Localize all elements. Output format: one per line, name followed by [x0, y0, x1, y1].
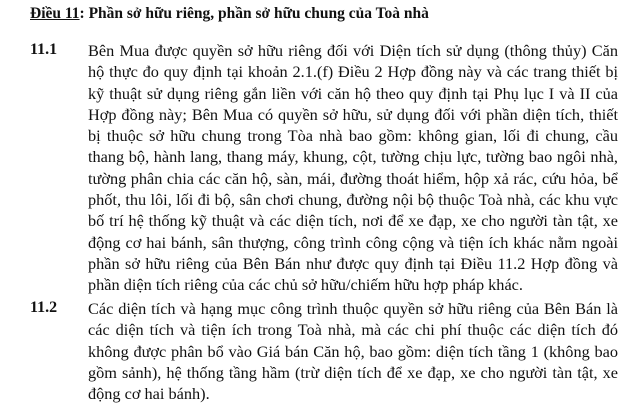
article-label: Điều 11 — [30, 5, 80, 22]
paragraph-line: bố trí hệ thống kỹ thuật và các diện tích, nơi để xe đạp, xe cho người tàn tật, xe — [88, 211, 618, 231]
paragraph-line: tường phân chia các căn hộ, sàn, mái, đường thoát hiểm, hộp xả rác, cứu hỏa, bể — [88, 168, 618, 188]
paragraph-line: Hợp đồng này; Bên Mua có quyền sở hữu, sử dụng đối với phần diện tích, thiết — [88, 104, 618, 124]
section-number: 11.1 — [30, 41, 58, 58]
paragraph-line: gồm sảnh), hệ thống tầng hầm (trừ diện tích để xe đạp, xe cho người tàn tật, xe — [88, 362, 618, 382]
paragraph-line: không được phân bổ vào Giá bán Căn hộ, bao gồm: diện tích tầng 1 (không bao — [88, 341, 618, 361]
paragraph-line: thang bộ, hành lang, thang máy, khung, cột, tường chịu lực, tường bao ngôi nhà, — [88, 147, 618, 167]
paragraph-line: phần diện tích riêng của các chủ sở hữu/chiếm hữu hợp pháp khác. — [88, 275, 523, 295]
paragraph-line: Bên Mua được quyền sở hữu riêng đối với Diện tích sử dụng (thông thủy) Căn — [88, 41, 618, 60]
paragraph-line: phần sở hữu riêng của Bên Bán như được quy định tại Điều 11.2 Hợp đồng và — [88, 253, 618, 273]
paragraph-line: động cơ hai bánh). — [88, 384, 210, 404]
paragraph-line: Các diện tích và hạng mục công trình thuộc quyền sở hữu riêng của Bên Bán là — [88, 299, 618, 318]
article-title: : Phần sở hữu riêng, phần sở hữu chung của Toà nhà — [79, 5, 429, 22]
paragraph-line: bị thuộc sở hữu chung trong Tòa nhà bao gồm: không gian, lối đi chung, cầu — [88, 126, 618, 146]
section-paragraph — [88, 40, 618, 296]
paragraph-line: các diện tích và tiện ích trong Toà nhà, mà các chi phí thuộc các diện tích đó — [88, 320, 618, 340]
article-heading — [30, 4, 429, 24]
section-number: 11.2 — [30, 299, 58, 316]
section-paragraph — [88, 298, 618, 404]
paragraph-line: phốt, thu lôi, lối đi bộ, sân chơi chung, đường nội bộ thuộc Toà nhà, các khu vực — [88, 190, 618, 210]
paragraph-line: hộ thực đo quy định tại khoản 2.1.(f) Điều 2 Hợp đồng này và các trang thiết bị — [88, 62, 618, 82]
paragraph-line: kỹ thuật sử dụng riêng gắn liền với căn hộ theo quy định tại Phụ lục I và II của — [88, 83, 618, 103]
paragraph-line: động cơ hai bánh, sân thượng, công trình công cộng và tiện ích khác nằm ngoài — [88, 232, 618, 252]
